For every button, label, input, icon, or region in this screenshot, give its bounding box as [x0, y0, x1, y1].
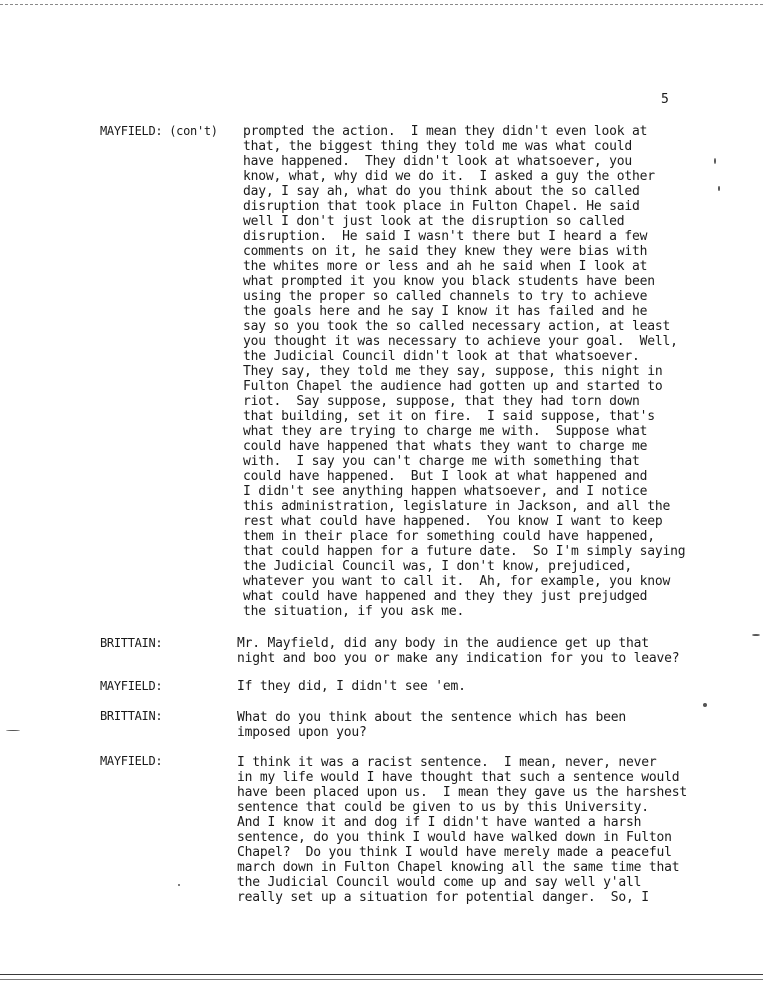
speech-line: that, the biggest thing they told me was what could [243, 139, 632, 154]
speech-line: could have happened that whats they want to charge me [243, 439, 648, 454]
speaker-label: BRITTAIN: [100, 709, 163, 723]
speech-line: what could have happened and they they just prejudged [243, 589, 648, 604]
speech-line: disruption that took place in Fulton Chapel. He said [243, 199, 640, 214]
scan-speck [703, 703, 707, 707]
scan-speck [718, 186, 720, 191]
speaker-label: BRITTAIN: [100, 636, 163, 650]
speech-line: march down in Fulton Chapel knowing all the same time that [237, 860, 680, 875]
speech-line: If they did, I didn't see 'em. [237, 679, 466, 694]
speech-line: what they are trying to charge me with. Suppose what [243, 424, 648, 439]
speech-line: whatever you want to call it. Ah, for example, you know [243, 574, 671, 589]
speech-line: the situation, if you ask me. [243, 604, 465, 619]
speech-block [237, 636, 692, 666]
speech-line: sentence, do you think I would have walked down in Fulton [237, 830, 672, 845]
speech-block [243, 124, 698, 619]
speech-line: this administration, legislature in Jackson, and all the [243, 499, 671, 514]
speech-line: the goals here and he say I know it has failed and he [243, 304, 648, 319]
speech-line: with. I say you can't charge me with something that [243, 454, 640, 469]
scan-speck [178, 884, 180, 886]
speech-block [237, 679, 692, 694]
speech-line: them in their place for something could have happened, [243, 529, 655, 544]
speaker-label: MAYFIELD: [100, 754, 163, 768]
scan-speck [752, 634, 760, 636]
speech-line: prompted the action. I mean they didn't even look at [243, 124, 648, 139]
speech-line: the whites more or less and ah he said when I look at [243, 259, 648, 274]
speech-block [237, 710, 692, 740]
speaker-label: MAYFIELD: [100, 679, 163, 693]
speech-block [237, 755, 692, 905]
speech-line: Mr. Mayfield, did any body in the audience get up that [237, 636, 649, 651]
speech-line: I didn't see anything happen whatsoever, and I notice [243, 484, 648, 499]
bottom-rule [0, 974, 763, 975]
speech-line: know, what, why did we do it. I asked a guy the other [243, 169, 655, 184]
speech-line: you thought it was necessary to achieve your goal. Well, [243, 334, 678, 349]
speaker-label: MAYFIELD: (con't) [100, 124, 218, 138]
speech-line: disruption. He said I wasn't there but I heard a few [243, 229, 648, 244]
speech-line: the Judicial Council didn't look at that whatsoever. [243, 349, 640, 364]
speech-line: rest what could have happened. You know I want to keep [243, 514, 663, 529]
speech-line: sentence that could be given to us by this University. [237, 800, 649, 815]
speech-line: what prompted it you know you black students have been [243, 274, 655, 289]
speech-line: imposed upon you? [237, 725, 367, 740]
speech-line: the Judicial Council was, I don't know, prejudiced, [243, 559, 632, 574]
top-dashed-rule [0, 4, 763, 5]
speech-line: comments on it, he said they knew they were bias with [243, 244, 648, 259]
speech-line: that building, set it on fire. I said suppose, that's [243, 409, 655, 424]
speech-line: And I know it and dog if I didn't have wanted a harsh [237, 815, 642, 830]
speech-line: well I don't just look at the disruption so called [243, 214, 625, 229]
scan-speck [6, 730, 20, 731]
speech-line: really set up a situation for potential danger. So, I [237, 890, 649, 905]
speech-line: Chapel? Do you think I would have merely made a peaceful [237, 845, 672, 860]
bottom-rule [0, 979, 763, 980]
speech-line: riot. Say suppose, suppose, that they had torn down [243, 394, 640, 409]
speech-line: have been placed upon us. I mean they gave us the harshest [237, 785, 687, 800]
speech-line: the Judicial Council would come up and say well y'all [237, 875, 642, 890]
speech-line: night and boo you or make any indication for you to leave? [237, 651, 680, 666]
speech-line: Fulton Chapel the audience had gotten up and started to [243, 379, 663, 394]
speech-line: What do you think about the sentence which has been [237, 710, 626, 725]
scan-speck [714, 158, 716, 164]
speech-line: They say, they told me they say, suppose, this night in [243, 364, 663, 379]
speech-line: say so you took the so called necessary action, at least [243, 319, 671, 334]
speech-line: that could happen for a future date. So I'm simply saying [243, 544, 686, 559]
speech-line: using the proper so called channels to try to achieve [243, 289, 648, 304]
speech-line: have happened. They didn't look at whatsoever, you [243, 154, 632, 169]
page-number: 5 [661, 92, 669, 107]
speech-line: in my life would I have thought that such a sentence would [237, 770, 680, 785]
speech-line: could have happened. But I look at what happened and [243, 469, 648, 484]
speech-line: I think it was a racist sentence. I mean, never, never [237, 755, 657, 770]
speech-line: day, I say ah, what do you think about the so called [243, 184, 640, 199]
